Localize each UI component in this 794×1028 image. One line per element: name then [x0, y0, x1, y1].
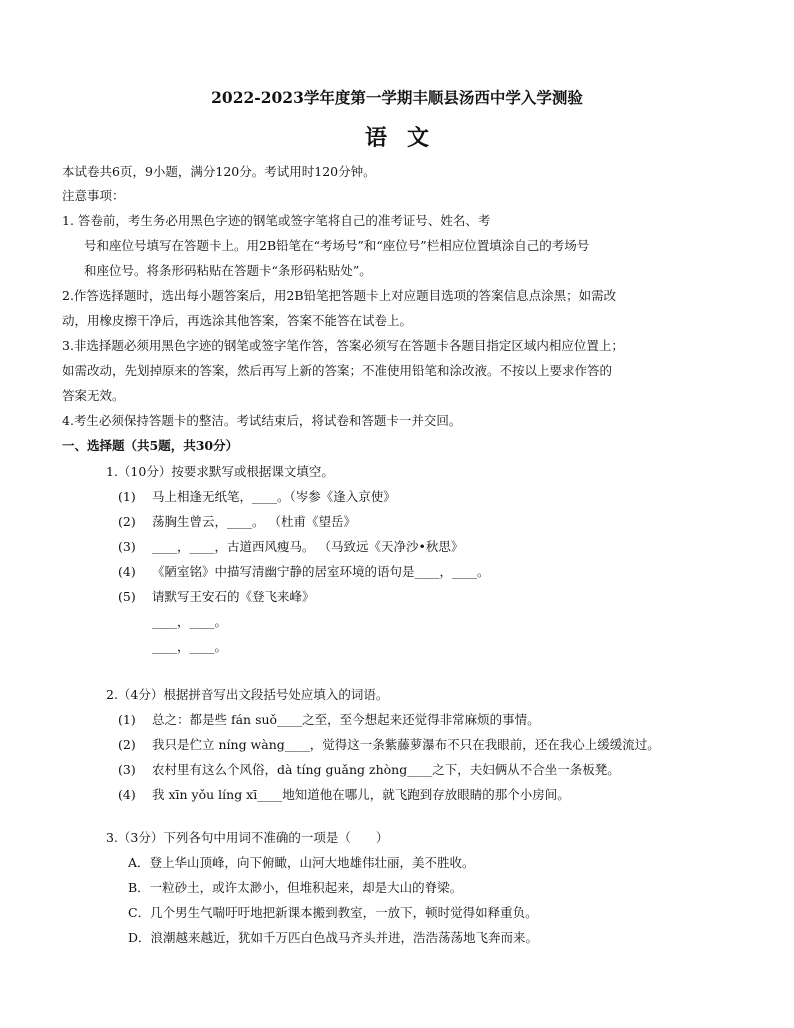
item-number: (2) [118, 514, 136, 529]
q1-item [118, 539, 463, 555]
notes-title: 注意事项： [62, 188, 125, 203]
item-number: (5) [118, 589, 136, 604]
item-number: (1) [118, 489, 136, 504]
item-number: (4) [118, 564, 136, 579]
note-line: 如需改动，先划掉原来的答案，然后再写上新的答案；不准使用铅笔和涂改液。不按以上要求作答的 [62, 363, 613, 378]
note-line: 动，用橡皮擦干净后，再选涂其他答案，答案不能答在试卷上。 [62, 313, 413, 328]
q3-option: D．浪潮越来越近，犹如千万匹白色战马齐头并进，浩浩荡荡地飞奔而来。 [128, 930, 539, 945]
exam-title: 2022-2023学年度第一学期丰顺县汤西中学入学测验 [211, 88, 583, 107]
q2-item [118, 737, 660, 753]
question-1-stem: 1.（10分）按要求默写或根据课文填空。 [106, 464, 334, 479]
item-text: 荡胸生曾云，____。 （杜甫《望岳》 [152, 514, 356, 529]
question-3-stem: 3.（3分）下列各句中用词不准确的一项是（ ） [106, 830, 389, 845]
note-line: 1. 答卷前，考生务必用黑色字迹的钢笔或签字笔将自己的准考证号、姓名、考 [62, 213, 491, 228]
note-line: 和座位号。将条形码粘贴在答题卡“条形码粘贴处”。 [84, 263, 372, 278]
exam-intro: 本试卷共6页，9小题，满分120分。考试用时120分钟。 [62, 164, 376, 179]
item-text: 我 xīn yǒu líng xī____地知道他在哪儿，就飞跑到存放眼睛的那个小房间。 [152, 787, 570, 802]
item-text: 请默写王安石的《登飞来峰》 [152, 589, 315, 604]
q3-option: A．登上华山顶峰，向下俯瞰，山河大地雄伟壮丽，美不胜收。 [128, 855, 475, 870]
item-number: (4) [118, 787, 136, 802]
item-number: (3) [118, 539, 136, 554]
q3-option: B．一粒砂土，或许太渺小，但堆积起来，却是大山的脊梁。 [128, 880, 463, 895]
subject-title: 语文 [364, 125, 449, 151]
note-line: 号和座位号填写在答题卡上。用2B铅笔在“考场号”和“座位号”栏相应位置填涂自己的考场号 [84, 238, 590, 253]
q2-item [118, 712, 540, 728]
item-text: 我只是伫立 níng wàng____，觉得这一条紫藤萝瀑布不只在我眼前，还在我心上缓缓流过。 [152, 737, 660, 752]
note-line: 4.考生必须保持答题卡的整洁。考试结束后，将试卷和答题卡一并交回。 [62, 413, 462, 428]
item-text: 马上相逢无纸笔，____。（岑参《逢入京使》 [152, 489, 396, 504]
note-line: 3.非选择题必须用黑色字迹的钢笔或签字笔作答，答案必须写在答题卡各题目指定区域内相应位置上； [62, 338, 624, 353]
q1-item [118, 514, 356, 530]
q2-item [118, 787, 570, 803]
q1-item [118, 589, 315, 605]
item-number: (1) [118, 712, 136, 727]
question-2-stem: 2.（4分）根据拼音写出文段括号处应填入的词语。 [106, 687, 389, 702]
note-line: 2.作答选择题时，选出每小题答案后，用2B铅笔把答题卡上对应题目选项的答案信息点涂黑；如需改 [62, 288, 617, 303]
q1-item [118, 564, 490, 580]
q2-item [118, 762, 620, 778]
note-line: 答案无效。 [62, 388, 125, 403]
answer-blank-line: ____，____。 [152, 639, 228, 654]
answer-blank-line: ____，____。 [152, 614, 228, 629]
item-text: 农村里有这么个风俗，dà tíng guǎng zhòng____之下，夫妇俩从不合坐一条板凳。 [152, 762, 620, 777]
item-text: 《陋室铭》中描写清幽宁静的居室环境的语句是____，____。 [152, 564, 490, 579]
item-number: (2) [118, 737, 136, 752]
item-text: 总之：都是些 fán suǒ____之至，至今想起来还觉得非常麻烦的事情。 [152, 712, 540, 727]
section-heading: 一、选择题（共5题，共30分） [62, 438, 239, 453]
item-text: ____，____，古道西风瘦马。 （马致远《天净沙•秋思》 [152, 539, 464, 554]
item-number: (3) [118, 762, 136, 777]
q3-option: C．几个男生气喘吁吁地把新课本搬到教室，一放下，顿时觉得如释重负。 [128, 905, 538, 920]
q1-item [118, 489, 396, 505]
